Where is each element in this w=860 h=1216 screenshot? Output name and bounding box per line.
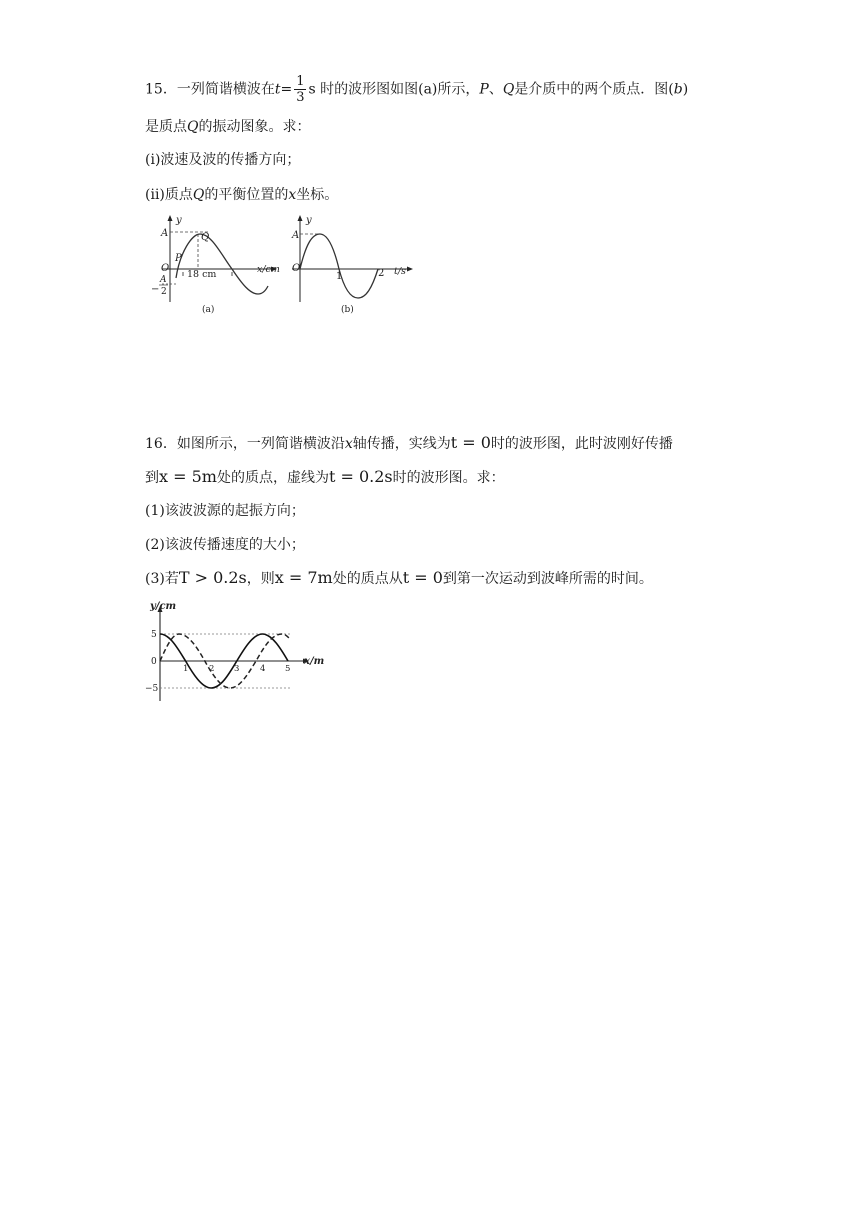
q15-text: 是质点 (145, 119, 187, 135)
q15-text: 坐标。 (296, 187, 339, 203)
q16-text: 处的质点从 (332, 571, 403, 587)
q15-var-q: Q (187, 119, 199, 135)
q16-text: (3)若 (145, 571, 179, 587)
fig-a-y-arrow (168, 215, 173, 221)
q16-x-tick: 2 (209, 664, 215, 674)
q16-text: 轴传播，实线为 (352, 436, 451, 452)
q15-var-p: P (479, 81, 489, 98)
q15-text: 是介质中的两个质点．图( (514, 81, 674, 98)
fig-a-wave-curve (176, 234, 268, 294)
q16-part-2: (2)该波传播速度的大小； (145, 537, 305, 553)
q15-eq: = (280, 81, 293, 98)
fig-b-y-label: y (306, 215, 312, 226)
q16-x-tick: 1 (183, 664, 189, 674)
fig-a-neg-a: A (160, 275, 167, 285)
q16-text: 到 (145, 470, 159, 486)
q15-frac-den: 3 (296, 90, 305, 105)
fig-b-caption: (b) (341, 305, 354, 315)
q16-math: t = 0 (450, 433, 491, 452)
q16-math: x = 7m (274, 568, 333, 587)
fig-b-tick-2: 2 (378, 268, 385, 279)
q15-number: 15． (145, 81, 177, 98)
q15-text: 的振动图象。求： (198, 119, 311, 135)
fig-a-amplitude-label: A (161, 228, 169, 239)
fig-b-amplitude-label: A (292, 230, 300, 241)
fig-a-x-label: x/cm (257, 264, 280, 275)
q16-text: 时的波形图。求： (392, 470, 505, 486)
q15-var-t: t (274, 81, 281, 98)
fig-a-q-label: Q (201, 232, 210, 243)
q15-part-i: (ⅰ)波速及波的传播方向； (145, 152, 301, 168)
q15-part-ii (145, 185, 338, 205)
fig-b-x-arrow (407, 267, 413, 272)
q15-text: 一列简谐横波在 (176, 81, 275, 98)
q16-math: x = 5m (159, 467, 217, 486)
fig-b-vibration-curve (300, 234, 378, 298)
q16-math: T > 0.2s (178, 568, 247, 587)
q15-text: ) (682, 81, 689, 98)
q15-text: 的平衡位置的 (204, 187, 289, 203)
q16-text: 如图所示，一列简谐横波沿 (176, 436, 345, 452)
q16-y-tick-zero: 0 (151, 657, 157, 667)
q16-text: 处的质点，虚线为 (216, 470, 329, 486)
fig-b-origin-label: O (292, 263, 301, 274)
q16-y-tick-pos: 5 (151, 630, 157, 640)
q16-x-tick: 3 (234, 664, 240, 674)
q15-var-q: Q (502, 81, 515, 98)
q15-sep: 、 (488, 81, 503, 98)
q16-text: 到第一次运动到波峰所需的时间。 (442, 571, 653, 587)
q16-text: ，则 (246, 571, 275, 587)
fig-a-y-label: y (176, 215, 182, 226)
fig-b-y-arrow (298, 215, 303, 221)
q16-wave-figure (140, 597, 340, 705)
q15-line1 (145, 74, 688, 105)
q15-text: (ⅱ)质点 (145, 187, 193, 203)
q15-frac-num: 1 (296, 74, 305, 89)
fig-a-neg-sign: − (151, 284, 160, 295)
q15-var-b: b (673, 81, 683, 98)
q16-var-x: x (344, 436, 353, 452)
fig-a-distance-label: 18 cm (187, 269, 217, 280)
q16-x-label: x/m (304, 656, 325, 667)
fig-a-origin-label: O (161, 263, 170, 274)
q16-math: t = 0 (402, 568, 443, 587)
q16-text: 时的波形图，此时波刚好传播 (490, 436, 673, 452)
fig-b-x-label: t/s (394, 266, 406, 277)
q16-y-label: y/cm (150, 601, 177, 612)
q16-part-1: (1)该波波源的起振方向； (145, 503, 305, 519)
q16-x-tick: 4 (260, 664, 266, 674)
q16-line1 (145, 433, 673, 454)
q15-figure-a (140, 212, 280, 318)
fig-a-caption: (a) (202, 305, 215, 315)
q15-var-q: Q (192, 187, 205, 203)
q15-figure-b (290, 212, 420, 318)
fig-a-neg-two: 2 (161, 287, 167, 297)
q16-x-tick: 5 (285, 664, 291, 674)
q15-var-x: x (288, 187, 297, 203)
q15-line2 (145, 117, 310, 137)
q15-text: s 时的波形图如图(a)所示， (308, 81, 480, 98)
q16-y-tick-neg: −5 (145, 684, 159, 694)
q16-part-3 (145, 568, 653, 589)
fig-b-tick-1: 1 (336, 271, 343, 282)
q16-number: 16． (145, 436, 177, 452)
q15-fraction (294, 74, 306, 105)
q16-math: t = 0.2s (328, 467, 393, 486)
fig-a-p-label: P (175, 253, 182, 264)
q16-line2 (145, 467, 505, 488)
